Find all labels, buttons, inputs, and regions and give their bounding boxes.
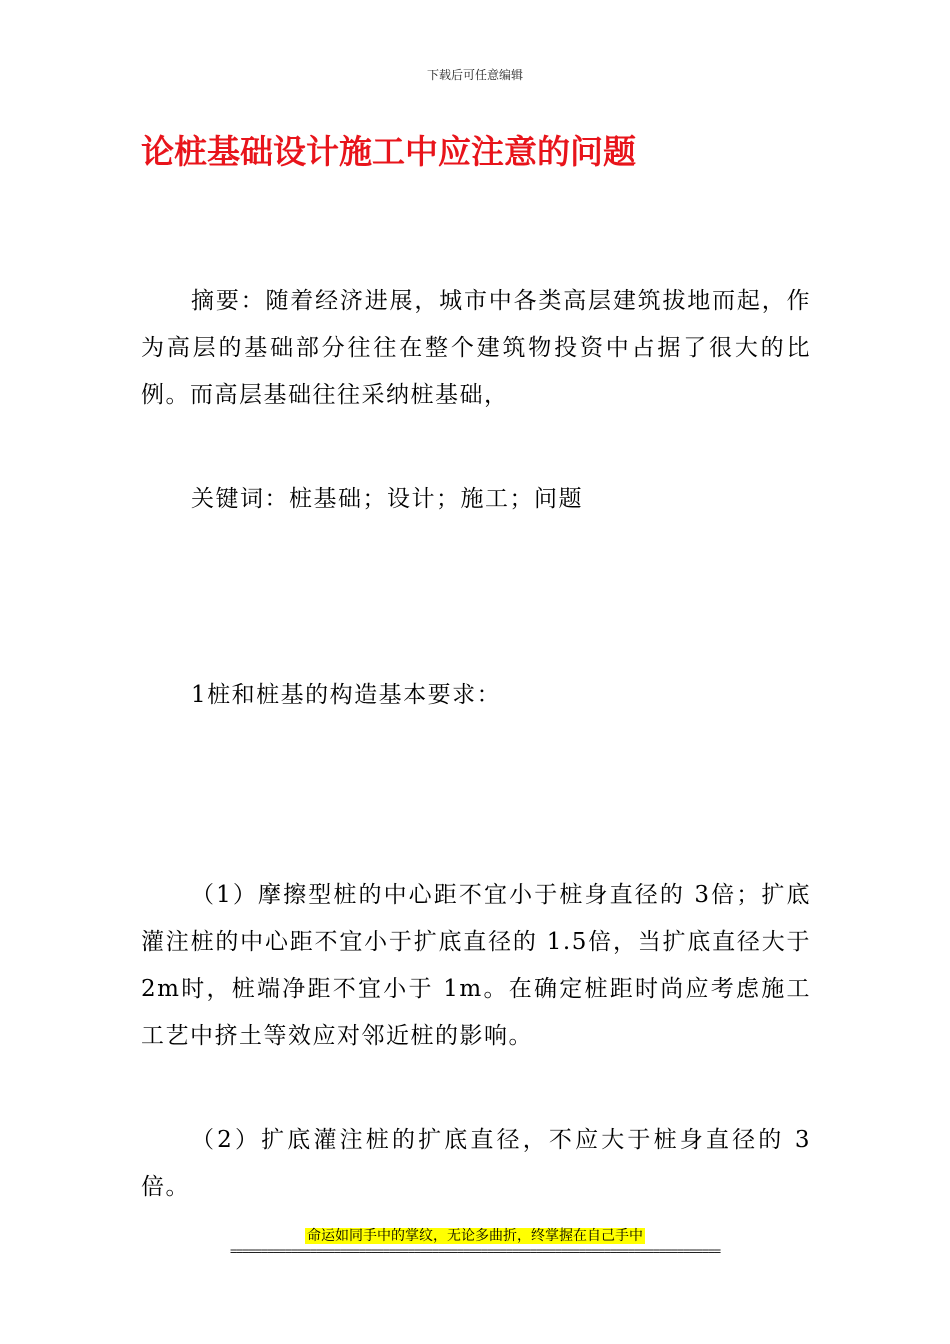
section-heading: 1桩和桩基的构造基本要求： [191,682,502,708]
document-title: 论桩基础设计施工中应注意的问题 [141,132,636,171]
footer-slogan [0,1226,950,1246]
list-item: （1）摩擦型桩的中心距不宜小于桩身直径的 3倍；扩底灌注桩的中心距不宜小于扩底直径的 1.5倍，当扩底直径大于 2m时，桩端净距不宜小于 1m。在确定桩距时尚应考虑施工工艺中挤土等效应对邻近桩的影响。 [141,882,811,1049]
list-item: （2）扩底灌注桩的扩底直径，不应大于桩身直径的 3倍。 [141,1127,811,1200]
header-note: 下载后可任意编辑 [426,68,523,82]
abstract-paragraph: 摘要：随着经济进展，城市中各类高层建筑拔地而起，作为高层的基础部分往往在整个建筑物投资中占据了很大的比例。而高层基础往往采纳桩基础， [141,288,811,408]
footer-divider: ================================================================================ [230,1244,720,1258]
keywords-paragraph: 关键词：桩基础；设计；施工；问题 [191,486,583,512]
footer-slogan-text: 命运如同手中的掌纹，无论多曲折，终掌握在自己手中 [307,1228,643,1244]
